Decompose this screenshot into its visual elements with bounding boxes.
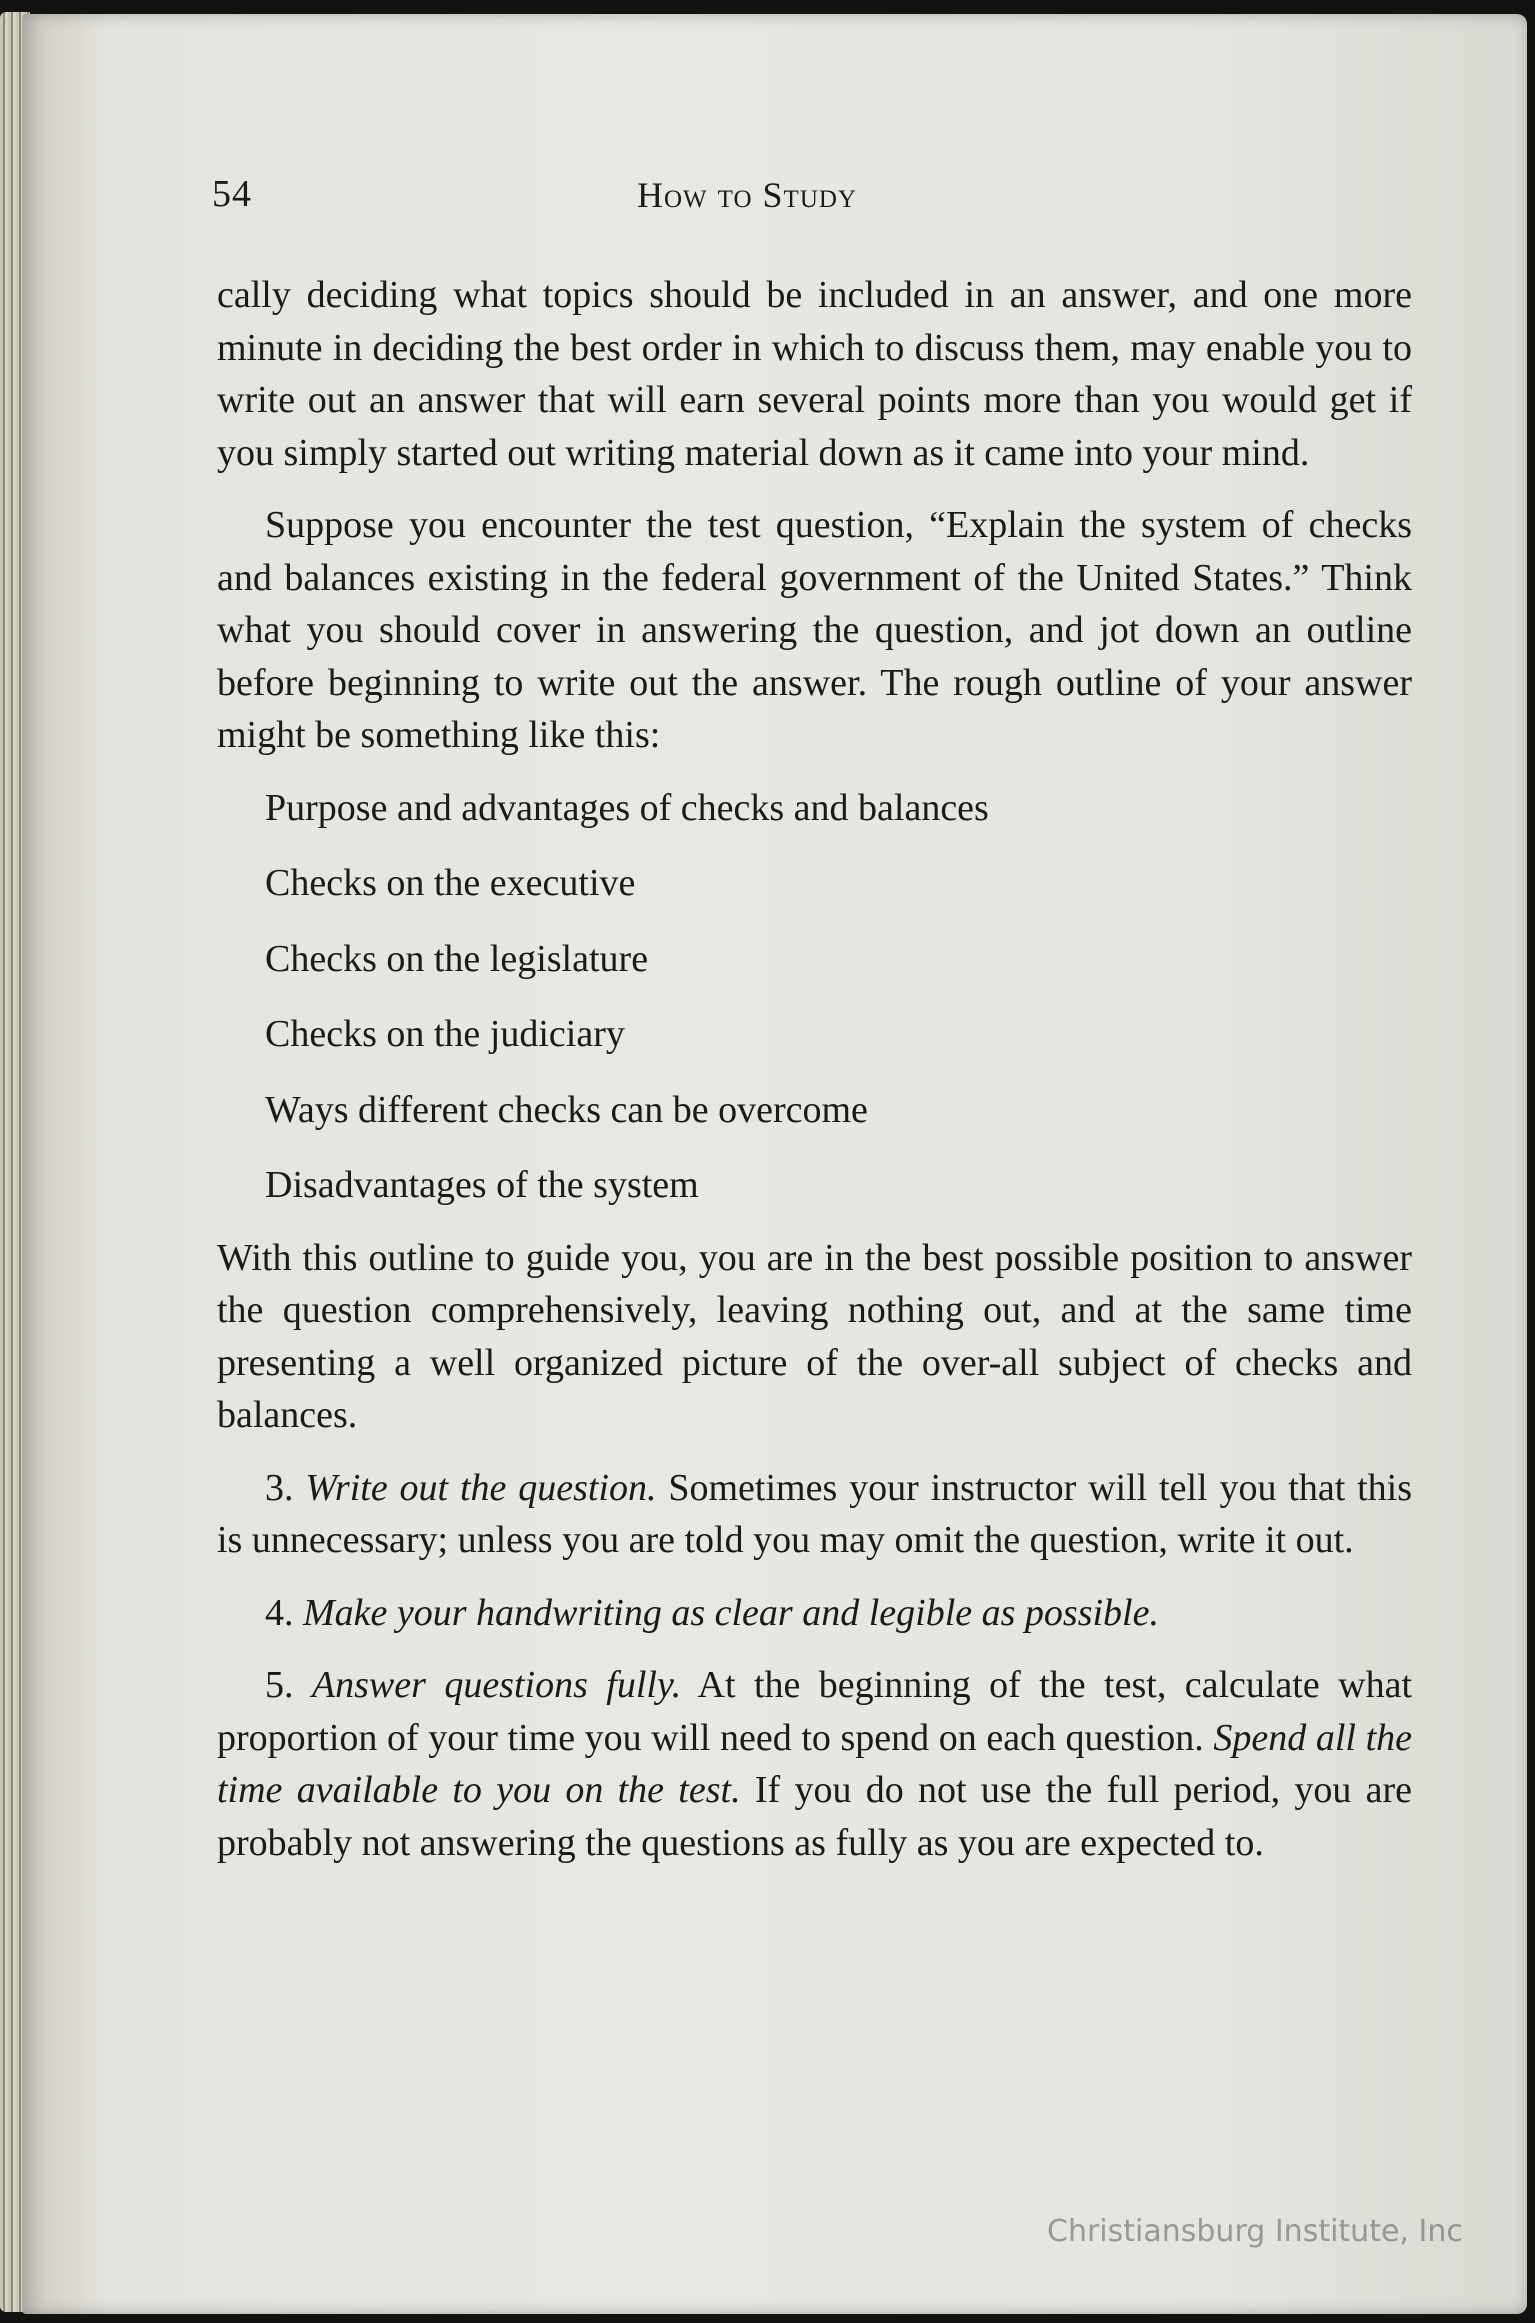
paragraph-continuation: cally deciding what topics should be included in an answer, and one more minute in deciding the best order in which to discuss them, may enable you to write out an answer that will earn several points more than you would get if you simply started out writing material down as it came into your mind. <box>217 274 1412 474</box>
book-page <box>22 14 1527 2314</box>
outline-item: Checks on the legislature <box>265 937 649 980</box>
outline-item: Checks on the judiciary <box>265 1013 625 1055</box>
item-text: At the beginning of the test, calculate what proportion of your time you will need to spend on each question. <box>217 1664 1412 1759</box>
outline-item: Purpose and advantages of checks and balances <box>265 786 989 829</box>
page-number: 54 <box>212 173 252 215</box>
item-heading: Write out the question. <box>305 1466 657 1509</box>
running-head <box>22 172 1527 222</box>
item-number: 4. <box>265 1591 294 1634</box>
outline-item: Checks on the executive <box>265 862 636 904</box>
item-text: Sometimes your instructor will tell you that this is unnecessary; unless you are told you may omit the question, write it out. <box>217 1466 1413 1561</box>
item-number: 5. <box>265 1664 294 1706</box>
paragraph-outline-summary: With this outline to guide you, you are in the best possible position to answer the question comprehensively, leaving nothing out, and at the same time presenting a well organized picture of the over-all subject of checks and balances. <box>217 1236 1412 1436</box>
numbered-item-3 <box>217 1462 1412 1567</box>
item-emphasis: Spend all the time available to you on the test. <box>217 1716 1413 1811</box>
paragraph-example-question: Suppose you encounter the test question, “Explain the system of checks and balances existing in the federal government of the United States.” Think what you should cover in answering the question, and jot down an outline before beginning to write out the answer. The rough outline of your answer might be something like this: <box>217 504 1412 756</box>
item-text: If you do not use the full period, you are probably not answering the questions as fully as you are expected to. <box>217 1769 1413 1864</box>
item-number: 3. <box>265 1466 294 1509</box>
outline-item: Ways different checks can be overcome <box>265 1088 868 1131</box>
outline-list <box>217 782 1412 1212</box>
outline-item: Disadvantages of the system <box>265 1164 699 1206</box>
numbered-item-4 <box>217 1587 1412 1640</box>
item-heading: Answer questions fully. <box>311 1664 682 1706</box>
numbered-item-5 <box>217 1659 1412 1869</box>
running-title: How to Study <box>637 175 857 215</box>
item-heading: Make your handwriting as clear and legible as possible. <box>303 1591 1159 1634</box>
text-block <box>217 269 1412 1869</box>
watermark: Christiansburg Institute, Inc <box>1047 2214 1463 2249</box>
